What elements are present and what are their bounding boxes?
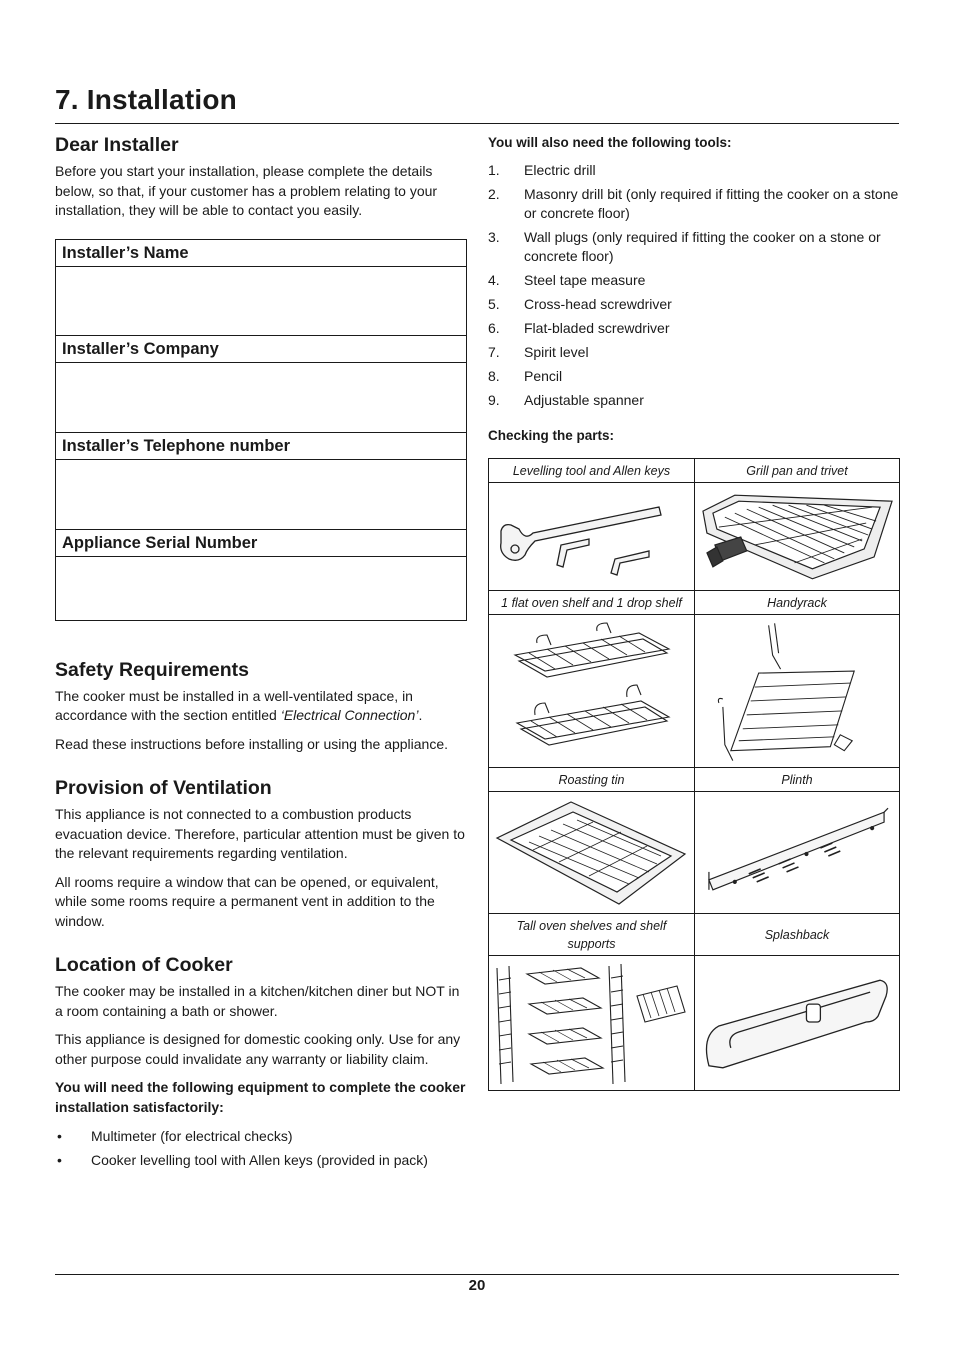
installer-name-label: Installer’s Name	[56, 240, 466, 267]
title-divider	[55, 123, 899, 124]
item-text: Cross-head screwdriver	[524, 296, 672, 312]
list-item	[488, 319, 900, 338]
oven-shelves-illustration	[489, 615, 694, 767]
ventilation-paragraph-1: This appliance is not connected to a combustion products evacuation device. Therefore, particular attention must be given to the relevant requirements regarding ventilation.	[55, 806, 465, 861]
item-number: 7.	[488, 344, 500, 360]
location-paragraph-2: This appliance is designed for domestic cooking only. Use for any other purpose could invalidate any warranty or liability claim.	[55, 1031, 461, 1067]
item-number: 4.	[488, 272, 500, 288]
item-text: Pencil	[524, 368, 563, 384]
right-column	[488, 132, 900, 1091]
page-number: 20	[468, 1277, 486, 1294]
caption-plinth: Plinth	[694, 768, 899, 791]
list-item	[488, 185, 900, 223]
section-reference: ‘Electrical Connection’	[280, 707, 419, 723]
list-item	[488, 271, 900, 290]
appliance-serial-field[interactable]	[56, 557, 466, 620]
installer-name-field[interactable]	[56, 267, 466, 336]
safety-paragraph-1	[55, 687, 467, 726]
caption-levelling-tool: Levelling tool and Allen keys	[512, 463, 671, 478]
installer-telephone-field[interactable]	[56, 460, 466, 530]
list-item	[488, 161, 900, 180]
list-item	[488, 391, 900, 410]
safety-paragraph-2: Read these instructions before installing or using the appliance.	[55, 735, 449, 752]
installer-company-field[interactable]	[56, 363, 466, 433]
caption-splashback: Splashback	[694, 914, 899, 955]
caption-tall-oven-shelves: Tall oven shelves and shelf supports	[516, 918, 667, 951]
tools-heading: You will also need the following tools:	[488, 135, 732, 150]
roasting-tin-illustration	[489, 792, 694, 913]
tall-oven-shelves-illustration	[489, 956, 694, 1090]
safety-text: The cooker must be installed in a well-ventilated space, in accordance with the section entitled	[55, 687, 413, 723]
tools-list	[488, 161, 900, 410]
ventilation-paragraph-2: All rooms require a window that can be opened, or equivalent, while some rooms require a permanent vent in addition to the window.	[55, 873, 439, 929]
safety-heading: Safety Requirements	[55, 658, 249, 681]
location-paragraph-1: The cooker may be installed in a kitchen/kitchen diner but NOT in a room containing a bath or shower.	[55, 983, 460, 1019]
ventilation-heading: Provision of Ventilation	[55, 777, 272, 799]
left-column	[55, 132, 467, 1175]
item-text: Adjustable spanner	[524, 392, 644, 408]
installer-company-label: Installer’s Company	[56, 336, 466, 363]
equipment-heading: You will need the following equipment to complete the cooker installation satisfactorily:	[55, 1079, 466, 1115]
installer-details-form	[55, 239, 467, 621]
appliance-serial-label: Appliance Serial Number	[56, 530, 466, 557]
item-number: 1.	[488, 162, 500, 178]
item-number: 8.	[488, 368, 500, 384]
safety-text-end: .	[418, 707, 423, 723]
item-text: Wall plugs (only required if fitting the cooker on a stone or concrete floor)	[524, 229, 881, 264]
item-number: 3.	[488, 229, 500, 245]
item-text: Steel tape measure	[524, 272, 646, 288]
list-item	[488, 228, 900, 266]
list-item	[488, 343, 900, 362]
parts-table	[488, 458, 900, 1091]
splashback-illustration	[694, 956, 899, 1090]
item-text: Flat-bladed screwdriver	[524, 320, 670, 336]
installer-telephone-label: Installer’s Telephone number	[56, 433, 466, 460]
item-text: Electric drill	[524, 162, 596, 178]
footer-divider	[55, 1274, 899, 1275]
handyrack-illustration	[694, 615, 899, 767]
item-number: 6.	[488, 320, 500, 336]
caption-grill-pan: Grill pan and trivet	[694, 459, 899, 482]
item-number: 5.	[488, 296, 500, 312]
caption-roasting-tin: Roasting tin	[558, 772, 625, 787]
item-number: 9.	[488, 392, 500, 408]
plinth-illustration	[694, 792, 899, 913]
grill-pan-illustration	[694, 483, 899, 590]
item-number: 2.	[488, 186, 500, 202]
item-text: Spirit level	[524, 344, 589, 360]
parts-heading: Checking the parts:	[488, 428, 615, 443]
list-item	[488, 367, 900, 386]
page-title: 7. Installation	[55, 84, 237, 115]
item-text: Masonry drill bit (only required if fitting the cooker on a stone or concrete floor)	[524, 186, 899, 221]
list-item: • Multimeter (for electrical checks)	[55, 1127, 467, 1147]
list-item	[488, 295, 900, 314]
dear-installer-heading: Dear Installer	[55, 134, 179, 156]
caption-oven-shelves: 1 flat oven shelf and 1 drop shelf	[501, 595, 682, 610]
caption-handyrack: Handyrack	[694, 591, 899, 614]
dear-installer-intro: Before you start your installation, please complete the details below, so that, if your customer has a problem relating to your installation, they will be able to contact you easily.	[55, 163, 438, 218]
equipment-list	[55, 1127, 467, 1171]
list-item: • Cooker levelling tool with Allen keys (provided in pack)	[55, 1151, 467, 1171]
levelling-tool-illustration	[489, 483, 694, 590]
location-heading: Location of Cooker	[55, 954, 233, 976]
